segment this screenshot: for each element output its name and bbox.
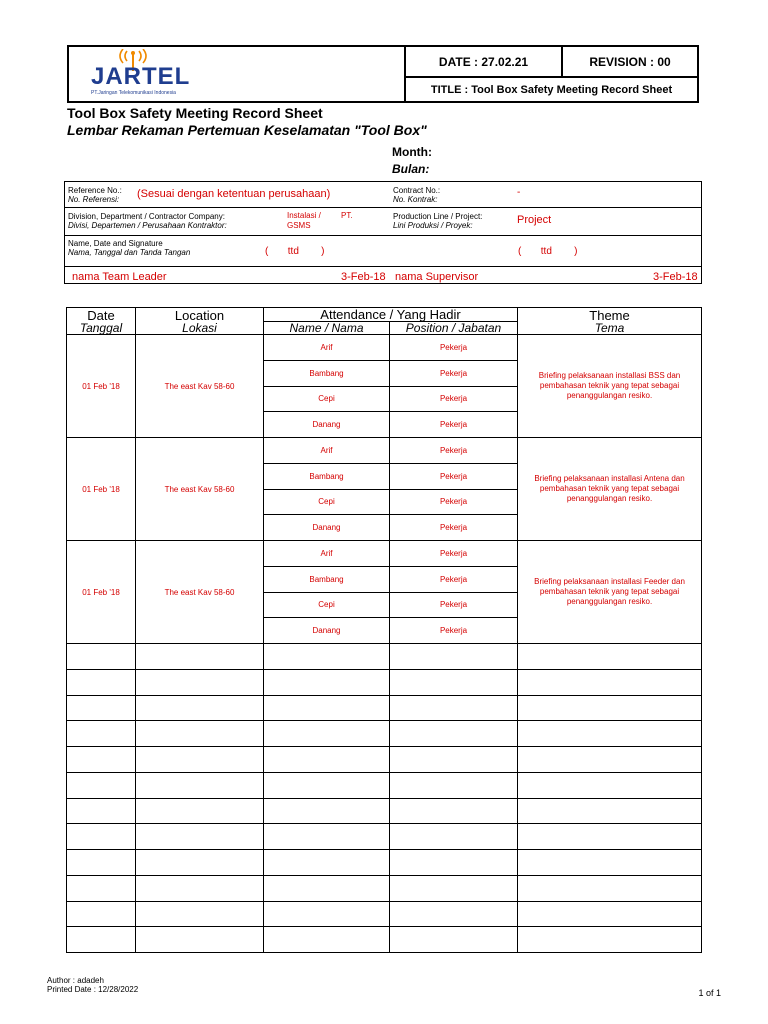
attendee-name: Bambang xyxy=(264,566,390,592)
empty-row xyxy=(67,850,702,876)
team-leader-date: 3-Feb-18 xyxy=(341,271,386,283)
empty-cell xyxy=(136,772,264,798)
logo-subtitle: PT.Jaringan Telekomunikasi Indonesia xyxy=(91,90,176,96)
attendee-position: Pekerja xyxy=(390,566,518,592)
attendee-position: Pekerja xyxy=(390,618,518,644)
footer-author: Author : adadeh xyxy=(47,976,104,985)
empty-cell xyxy=(67,850,136,876)
attendee-position: Pekerja xyxy=(390,463,518,489)
division-label: Division, Department / Contractor Company: Divisi, Departemen / Perusahaan Kontraktor: xyxy=(68,212,227,230)
attendee-name: Bambang xyxy=(264,463,390,489)
empty-cell xyxy=(136,747,264,773)
empty-cell xyxy=(67,901,136,927)
position-header: Position / Jabatan xyxy=(390,322,518,335)
attendee-name: Bambang xyxy=(264,360,390,386)
empty-cell xyxy=(518,644,702,670)
logo-area xyxy=(69,47,406,101)
empty-cell xyxy=(518,824,702,850)
empty-cell xyxy=(264,747,390,773)
contract-value: - xyxy=(517,187,521,198)
reference-label: Reference No.: No. Referensi: xyxy=(68,186,122,204)
empty-cell xyxy=(390,927,518,953)
empty-cell xyxy=(390,850,518,876)
empty-cell xyxy=(518,850,702,876)
empty-cell xyxy=(67,644,136,670)
empty-row xyxy=(67,747,702,773)
header-revision: REVISION : 00 xyxy=(563,47,697,78)
production-value: Project xyxy=(517,214,552,226)
attendee-name: Arif xyxy=(264,541,390,567)
reference-value: (Sesuai dengan ketentuan perusahaan) xyxy=(137,188,331,200)
empty-cell xyxy=(264,695,390,721)
attendee-name: Danang xyxy=(264,515,390,541)
empty-cell xyxy=(67,772,136,798)
attendee-name: Arif xyxy=(264,335,390,361)
meeting-location: The east Kav 58-60 xyxy=(136,438,264,541)
empty-cell xyxy=(518,901,702,927)
empty-cell xyxy=(67,695,136,721)
empty-row xyxy=(67,721,702,747)
empty-cell xyxy=(136,798,264,824)
meeting-location: The east Kav 58-60 xyxy=(136,541,264,644)
empty-cell xyxy=(390,644,518,670)
document-header xyxy=(67,45,699,103)
footer-printed-date: Printed Date : 12/28/2022 xyxy=(47,985,139,994)
empty-cell xyxy=(67,927,136,953)
production-label: Production Line / Project: Lini Produksi / Proyek: xyxy=(393,212,483,230)
empty-cell xyxy=(264,927,390,953)
empty-cell xyxy=(136,927,264,953)
document-subtitle: Lembar Rekaman Pertemuan Keselamatan "Tool Box" xyxy=(67,122,427,138)
empty-cell xyxy=(136,669,264,695)
empty-cell xyxy=(390,721,518,747)
meeting-date: 01 Feb '18 xyxy=(67,438,136,541)
page-number: 1 of 1 xyxy=(698,988,721,998)
empty-cell xyxy=(67,875,136,901)
attendee-position: Pekerja xyxy=(390,386,518,412)
contract-label: Contract No.: No. Kontrak: xyxy=(393,186,441,204)
attendee-position: Pekerja xyxy=(390,412,518,438)
meeting-theme: Briefing pelaksanaan installasi Feeder dan pembahasan teknik yang tepat sebagai penanggulangan resiko. xyxy=(518,541,702,644)
empty-cell xyxy=(264,644,390,670)
theme-header: Theme Tema xyxy=(518,308,702,335)
empty-cell xyxy=(518,772,702,798)
empty-cell xyxy=(518,669,702,695)
attendee-position: Pekerja xyxy=(390,438,518,464)
header-title: TITLE : Tool Box Safety Meeting Record Sheet xyxy=(430,83,673,96)
empty-cell xyxy=(390,772,518,798)
empty-cell xyxy=(518,927,702,953)
empty-cell xyxy=(390,901,518,927)
empty-cell xyxy=(67,669,136,695)
empty-row xyxy=(67,695,702,721)
location-header: Location Lokasi xyxy=(136,308,264,335)
attendee-position: Pekerja xyxy=(390,489,518,515)
empty-row xyxy=(67,798,702,824)
empty-cell xyxy=(518,721,702,747)
empty-cell xyxy=(264,901,390,927)
empty-cell xyxy=(518,747,702,773)
division-value-2: PT. xyxy=(341,211,353,220)
empty-cell xyxy=(264,721,390,747)
empty-cell xyxy=(67,798,136,824)
supervisor-date: 3-Feb-18 xyxy=(653,271,698,283)
signature-left: ( ttd ) xyxy=(265,246,325,257)
empty-cell xyxy=(264,850,390,876)
attendee-name: Cepi xyxy=(264,592,390,618)
empty-cell xyxy=(518,798,702,824)
empty-cell xyxy=(136,721,264,747)
table-row xyxy=(67,541,702,567)
attendee-name: Cepi xyxy=(264,489,390,515)
info-box xyxy=(64,181,702,284)
table-row xyxy=(67,438,702,464)
empty-cell xyxy=(390,669,518,695)
empty-cell xyxy=(390,695,518,721)
attendee-name: Danang xyxy=(264,412,390,438)
attendee-position: Pekerja xyxy=(390,592,518,618)
empty-cell xyxy=(264,669,390,695)
meeting-table xyxy=(66,307,702,953)
empty-cell xyxy=(390,798,518,824)
logo-wordmark: JARTEL xyxy=(91,63,191,90)
bulan-label: Bulan: xyxy=(392,162,430,176)
attendee-position: Pekerja xyxy=(390,541,518,567)
attendee-name: Arif xyxy=(264,438,390,464)
meeting-location: The east Kav 58-60 xyxy=(136,335,264,438)
empty-cell xyxy=(264,772,390,798)
empty-cell xyxy=(67,721,136,747)
empty-row xyxy=(67,644,702,670)
empty-cell xyxy=(390,747,518,773)
division-value-3: GSMS xyxy=(287,221,311,230)
empty-cell xyxy=(518,695,702,721)
month-label: Month: xyxy=(392,145,432,159)
date-header: Date Tanggal xyxy=(67,308,136,335)
meeting-theme: Briefing pelaksanaan installasi BSS dan pembahasan teknik yang tepat sebagai penanggulangan resiko. xyxy=(518,335,702,438)
empty-cell xyxy=(264,824,390,850)
signature-right: ( ttd ) xyxy=(518,246,578,257)
empty-cell xyxy=(390,824,518,850)
empty-row xyxy=(67,772,702,798)
empty-row xyxy=(67,875,702,901)
empty-cell xyxy=(136,875,264,901)
attendee-position: Pekerja xyxy=(390,515,518,541)
empty-cell xyxy=(390,875,518,901)
meeting-date: 01 Feb '18 xyxy=(67,335,136,438)
header-date: DATE : 27.02.21 xyxy=(406,47,563,78)
division-value-1: Instalasi / xyxy=(287,211,321,220)
attendance-header: Attendance / Yang Hadir xyxy=(264,308,518,322)
empty-cell xyxy=(67,824,136,850)
empty-cell xyxy=(136,695,264,721)
meeting-date: 01 Feb '18 xyxy=(67,541,136,644)
table-row xyxy=(67,335,702,361)
empty-cell xyxy=(136,644,264,670)
empty-cell xyxy=(136,850,264,876)
empty-row xyxy=(67,901,702,927)
empty-cell xyxy=(136,901,264,927)
signature-label: Name, Date and Signature Nama, Tanggal dan Tanda Tangan xyxy=(68,239,191,257)
empty-cell xyxy=(264,798,390,824)
meeting-theme: Briefing pelaksanaan installasi Antena dan pembahasan teknik yang tepat sebagai penanggulangan resiko. xyxy=(518,438,702,541)
attendee-position: Pekerja xyxy=(390,360,518,386)
empty-row xyxy=(67,927,702,953)
empty-cell xyxy=(136,824,264,850)
supervisor-name: nama Supervisor xyxy=(395,271,479,283)
empty-row xyxy=(67,669,702,695)
document-title: Tool Box Safety Meeting Record Sheet xyxy=(67,105,323,121)
attendee-position: Pekerja xyxy=(390,335,518,361)
empty-cell xyxy=(264,875,390,901)
empty-cell xyxy=(518,875,702,901)
empty-row xyxy=(67,824,702,850)
team-leader-name: nama Team Leader xyxy=(72,271,167,283)
attendee-name: Danang xyxy=(264,618,390,644)
empty-cell xyxy=(67,747,136,773)
attendee-name: Cepi xyxy=(264,386,390,412)
name-header: Name / Nama xyxy=(264,322,390,335)
